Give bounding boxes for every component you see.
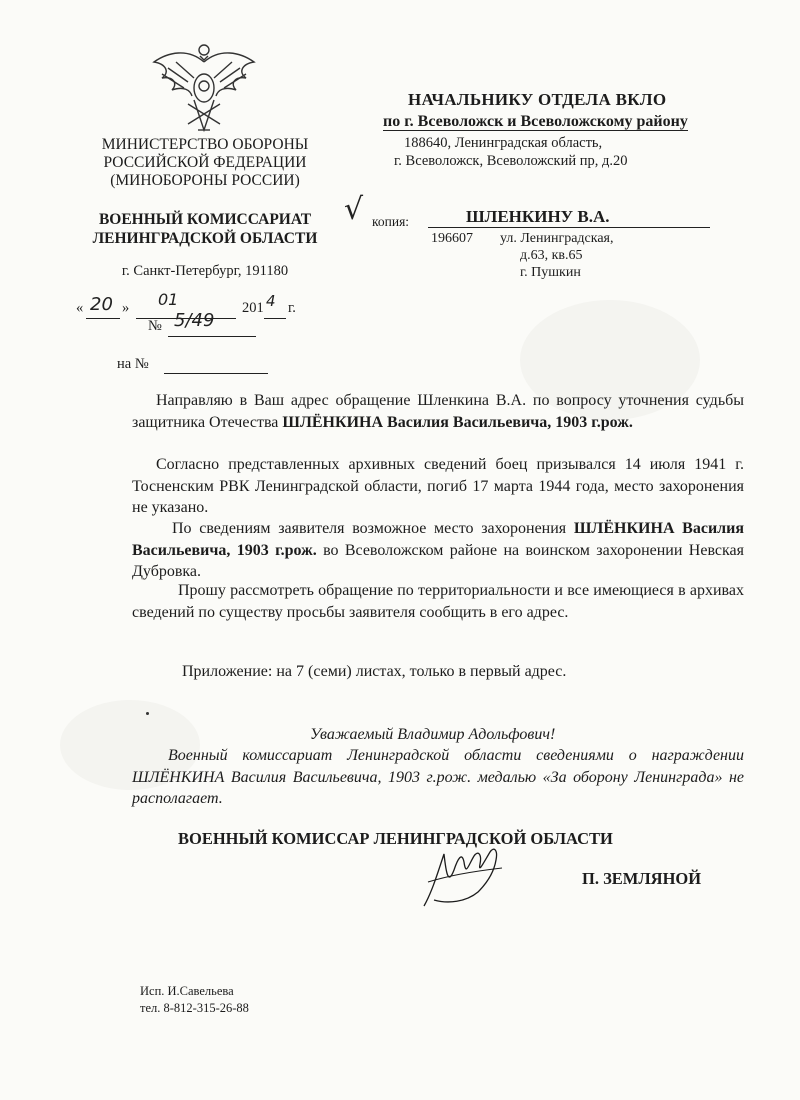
- handnote-text: Военный комиссариат Ленинградской области сведениями о награждении ШЛЁНКИНА Василия Васильевича, 1903 г.рож. медалью «За оборону Ленинграда» не располагает.: [132, 747, 744, 807]
- ministry-line: (МИНОБОРОНЫ РОССИИ): [110, 172, 300, 189]
- signatory-position: ВОЕННЫЙ КОМИССАР ЛЕНИНГРАДСКОЙ ОБЛАСТИ: [178, 829, 613, 848]
- executor-phone: тел. 8-812-315-26-88: [140, 1001, 249, 1015]
- copy-zip: 196607: [431, 231, 473, 246]
- executor-name: Исп. И.Савельева: [140, 984, 234, 998]
- ministry-line: МИНИСТЕРСТВО ОБОРОНЫ: [101, 136, 309, 153]
- addressee-title: НАЧАЛЬНИКУ ОТДЕЛА ВКЛО: [408, 90, 667, 109]
- copy-recipient-name: ШЛЕНКИНУ В.А.: [466, 207, 610, 226]
- outgoing-number: 5/49: [174, 310, 215, 331]
- date-month: 01: [158, 290, 179, 309]
- body-paragraph-1: Направляю в Ваш адрес обращение Шленкина В.А. по вопросу уточнения судьбы защитника Отечества ШЛЁНКИНА Василия Васильевича, 1903 г.рож.: [132, 392, 744, 431]
- addressee-address-line: 188640, Ленинградская область,: [404, 135, 603, 151]
- copy-street: ул. Ленинградская,: [500, 231, 614, 246]
- commissariat-line: ВОЕННЫЙ КОМИССАРИАТ: [98, 211, 312, 228]
- addressee-subtitle: по г. Всеволожск и Всеволожскому району: [383, 113, 688, 130]
- copy-house: д.63, кв.65: [520, 248, 583, 263]
- date-quote-close: »: [122, 300, 130, 316]
- date-year-digit: 4: [266, 292, 276, 310]
- reply-to-blank: [164, 373, 268, 374]
- reply-to-label: на №: [117, 356, 149, 372]
- date-block: [76, 290, 316, 340]
- date-day: 20: [90, 294, 113, 315]
- ink-dot: [146, 712, 149, 715]
- date-year-suffix: г.: [288, 300, 296, 316]
- body-paragraph-3: По сведениям заявителя возможное место захоронения ШЛЁНКИНА Василия Васильевича, 1903 г.рож. во Всеволожском районе на воинском захоронении Невская Дубровка.: [132, 520, 745, 580]
- copy-label: копия:: [372, 214, 410, 229]
- date-year-prefix: 201: [242, 300, 264, 316]
- addressee-address-line: г. Всеволожск, Всеволожский пр, д.20: [394, 153, 628, 169]
- ministry-header: [80, 136, 330, 190]
- handnote-greeting: Уважаемый Владимир Адольфович!: [310, 726, 556, 743]
- copy-city: г. Пушкин: [520, 265, 581, 280]
- checkmark-icon: √: [344, 192, 364, 227]
- eagle-emblem-icon: [148, 38, 260, 136]
- body-paragraph-2: Согласно представленных архивных сведений боец призывался 14 июля 1941 г. Тосненским РВК Ленинградской области, погиб 17 марта 1944 года, место захоронения не указано.: [132, 456, 744, 516]
- commissariat-line: ЛЕНИНГРАДСКОЙ ОБЛАСТИ: [92, 230, 318, 247]
- commissariat-header: [60, 210, 350, 248]
- commissariat-city: г. Санкт-Петербург, 191180: [121, 263, 289, 279]
- signatory-name: П. ЗЕМЛЯНОЙ: [582, 869, 702, 888]
- body-paragraph-4: Прошу рассмотреть обращение по территориальности и все имеющиеся в архивах сведений по существу просьбы заявителя сообщить в его адрес.: [132, 582, 744, 621]
- date-quote-open: «: [76, 300, 84, 316]
- signature-scribble-icon: [418, 842, 506, 912]
- number-label: №: [148, 318, 162, 334]
- attachment-line: Приложение: на 7 (семи) листах, только в первый адрес.: [182, 663, 567, 680]
- ministry-line: РОССИЙСКОЙ ФЕДЕРАЦИИ: [103, 154, 307, 171]
